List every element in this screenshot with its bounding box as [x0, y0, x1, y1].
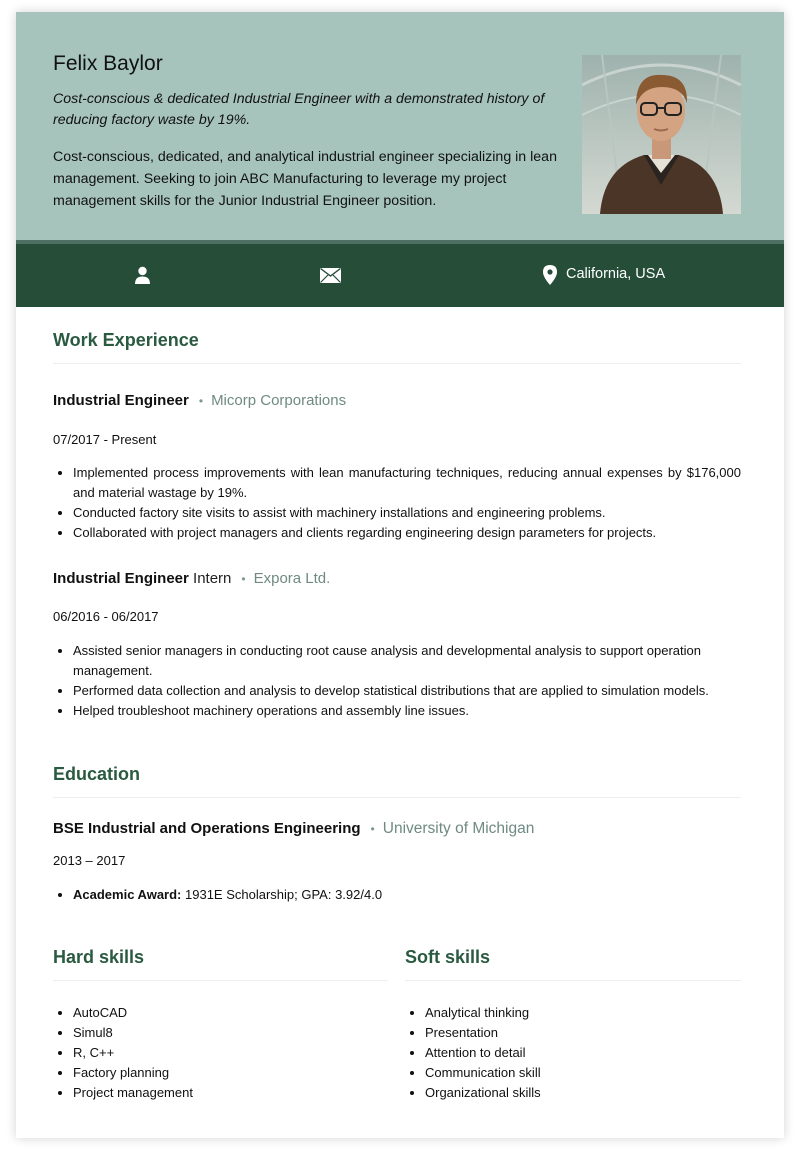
summary: Cost-conscious, dedicated, and analytical industrial engineer specializing in lean management. Seeking to join ABC Manufacturing to leverage my project management skills for the Junior Industrial Engineer position.	[53, 149, 557, 209]
job-bullets-2	[53, 641, 741, 721]
separator-dot: •	[241, 572, 246, 586]
education-header	[53, 820, 534, 838]
award-label: Academic Award:	[73, 887, 182, 902]
job-bullets-1	[53, 463, 741, 543]
list-item: • Attention to detail	[425, 1043, 745, 1063]
job-title: Industrial Engineer	[53, 392, 189, 409]
job-dates: 06/2016 - 06/2017	[53, 609, 159, 624]
separator-dot: •	[370, 822, 375, 836]
list-item: • AutoCAD	[73, 1003, 393, 1023]
list-item: • Conducted factory site visits to assist with machinery installations and engineering problems.	[73, 503, 741, 523]
list-item: • Simul8	[73, 1023, 393, 1043]
location-pin-icon	[543, 265, 557, 290]
list-item	[73, 885, 741, 905]
list-item: • Implemented process improvements with lean manufacturing techniques, reducing annual expenses by $176,000 and material wastage by 19%.	[73, 463, 741, 503]
list-item: • Collaborated with project managers and clients regarding engineering design parameters for projects.	[73, 523, 741, 543]
profile-photo-image	[582, 55, 741, 214]
section-divider	[405, 980, 741, 981]
section-divider	[53, 363, 741, 364]
soft-skills-list	[405, 1003, 745, 1103]
list-item: • Organizational skills	[425, 1083, 745, 1103]
tagline: Cost-conscious & dedicated Industrial Engineer with a demonstrated history of reducing factory waste by 19%.	[53, 91, 545, 128]
hard-skills-title: Hard skills	[53, 947, 145, 967]
company-name: Micorp Corporations	[211, 392, 347, 409]
school-name: University of Michigan	[382, 820, 535, 837]
award-text: 1931E Scholarship; GPA: 3.92/4.0	[185, 887, 383, 902]
person-icon[interactable]	[134, 266, 151, 289]
education-bullets	[53, 885, 741, 905]
list-item: • Communication skill	[425, 1063, 745, 1083]
list-item: • Project management	[73, 1083, 393, 1103]
list-item: • R, C++	[73, 1043, 393, 1063]
list-item: • Helped troubleshoot machinery operations and assembly line issues.	[73, 701, 741, 721]
resume-header	[16, 12, 784, 240]
work-experience-title: Work Experience	[53, 330, 199, 350]
hard-skills-list	[53, 1003, 393, 1103]
list-item: • Factory planning	[73, 1063, 393, 1083]
list-item: • Analytical thinking	[425, 1003, 745, 1023]
education-title: Education	[53, 764, 141, 784]
resume-page	[16, 12, 784, 1138]
separator-dot: •	[198, 394, 204, 408]
job-dates: 07/2017 - Present	[53, 432, 157, 447]
job-header-2	[53, 570, 330, 587]
company-name: Expora Ltd.	[253, 570, 331, 587]
degree: BSE Industrial and Operations Engineering	[53, 820, 361, 837]
candidate-name: Felix Baylor	[53, 52, 163, 75]
envelope-icon[interactable]	[320, 268, 341, 288]
list-item: • Presentation	[425, 1023, 745, 1043]
job-header-1	[53, 392, 346, 409]
section-divider	[53, 980, 388, 981]
education-dates: 2013 – 2017	[53, 853, 126, 868]
soft-skills-title: Soft skills	[405, 947, 491, 967]
job-title: Industrial Engineer	[53, 570, 189, 587]
contact-bar	[16, 244, 784, 307]
list-item: • Performed data collection and analysis to develop statistical distributions that are applied to simulation models.	[73, 681, 741, 701]
list-item: • Assisted senior managers in conducting root cause analysis and developmental analysis to support operation management.	[73, 641, 741, 681]
section-divider	[53, 797, 741, 798]
profile-photo	[582, 55, 741, 214]
job-title-suffix: Intern	[193, 570, 232, 587]
location-text: California, USA	[566, 266, 666, 282]
